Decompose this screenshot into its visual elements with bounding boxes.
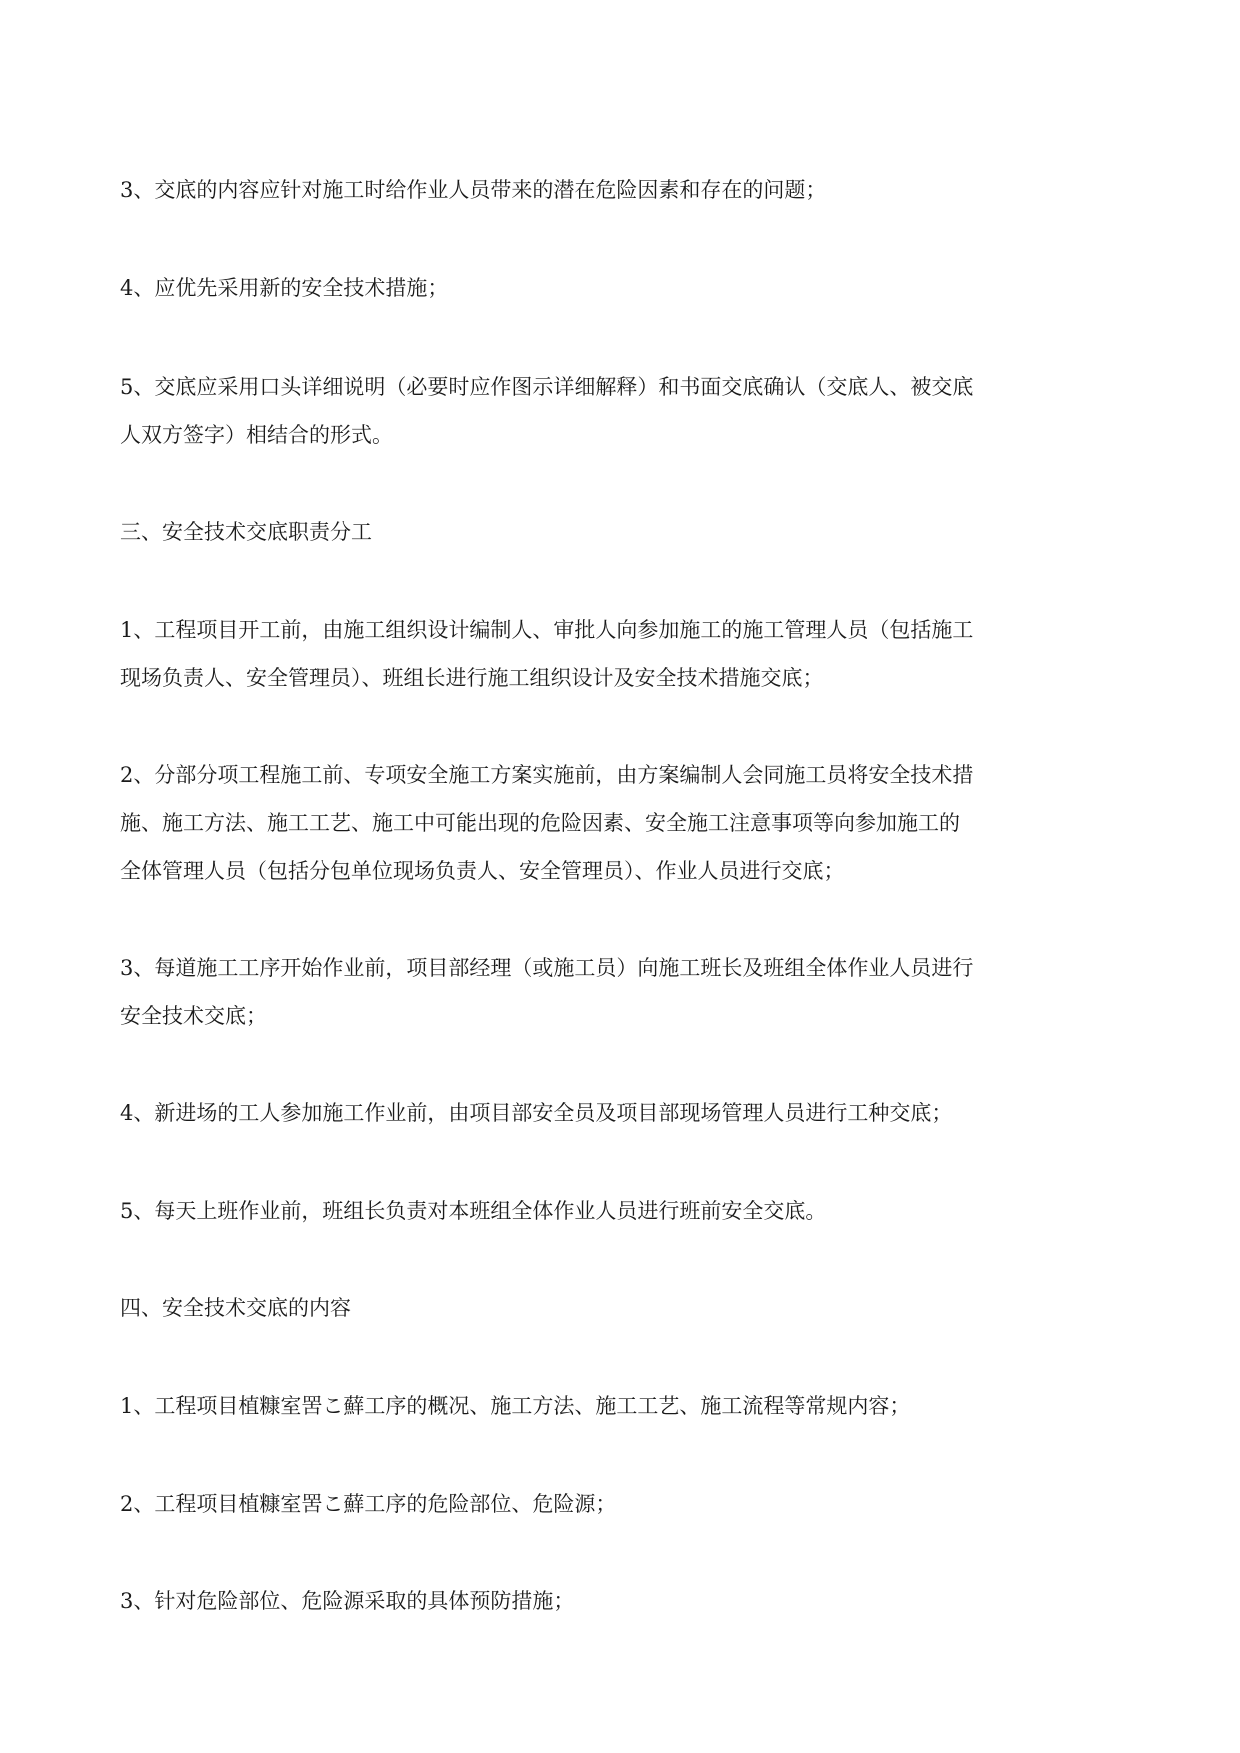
text-line: 3、每道施工工序开始作业前，项目部经理（或施工员）向施工班长及班组全体作业人员进行	[120, 956, 974, 980]
text-line: 3、针对危险部位、危险源采取的具体预防措施；	[120, 1589, 575, 1613]
text-line: 安全技术交底；	[120, 1004, 267, 1028]
text-line: 2、工程项目植糠室罟こ蘚工序的危险部位、危险源；	[120, 1492, 617, 1516]
text-line: 现场负责人、安全管理员）、班组长进行施工组织设计及安全技术措施交底；	[120, 666, 824, 690]
text-line: 全体管理人员（包括分包单位现场负责人、安全管理员）、作业人员进行交底；	[120, 859, 845, 883]
section-heading: 四、安全技术交底的内容	[120, 1296, 351, 1320]
text-line: 2、分部分项工程施工前、专项安全施工方案实施前，由方案编制人会同施工员将安全技术措	[120, 763, 974, 787]
text-line: 施、施工方法、施工工艺、施工中可能出现的危险因素、安全施工注意事项等向参加施工的	[120, 811, 960, 835]
text-line: 5、每天上班作业前，班组长负责对本班组全体作业人员进行班前安全交底。	[120, 1199, 827, 1223]
section-heading: 三、安全技术交底职责分工	[120, 520, 372, 544]
text-line: 人双方签字）相结合的形式。	[120, 423, 393, 447]
text-line: 4、新进场的工人参加施工作业前，由项目部安全员及项目部现场管理人员进行工种交底；	[120, 1101, 953, 1125]
text-line: 4、应优先采用新的安全技术措施；	[120, 276, 449, 300]
text-line: 3、交底的内容应针对施工时给作业人员带来的潜在危险因素和存在的问题；	[120, 178, 827, 202]
text-line: 1、工程项目植糠室罟こ蘚工序的概况、施工方法、施工工艺、施工流程等常规内容；	[120, 1394, 911, 1418]
text-line: 5、交底应采用口头详细说明（必要时应作图示详细解释）和书面交底确认（交底人、被交底	[120, 375, 974, 399]
text-line: 1、工程项目开工前，由施工组织设计编制人、审批人向参加施工的施工管理人员（包括施工	[120, 618, 974, 642]
